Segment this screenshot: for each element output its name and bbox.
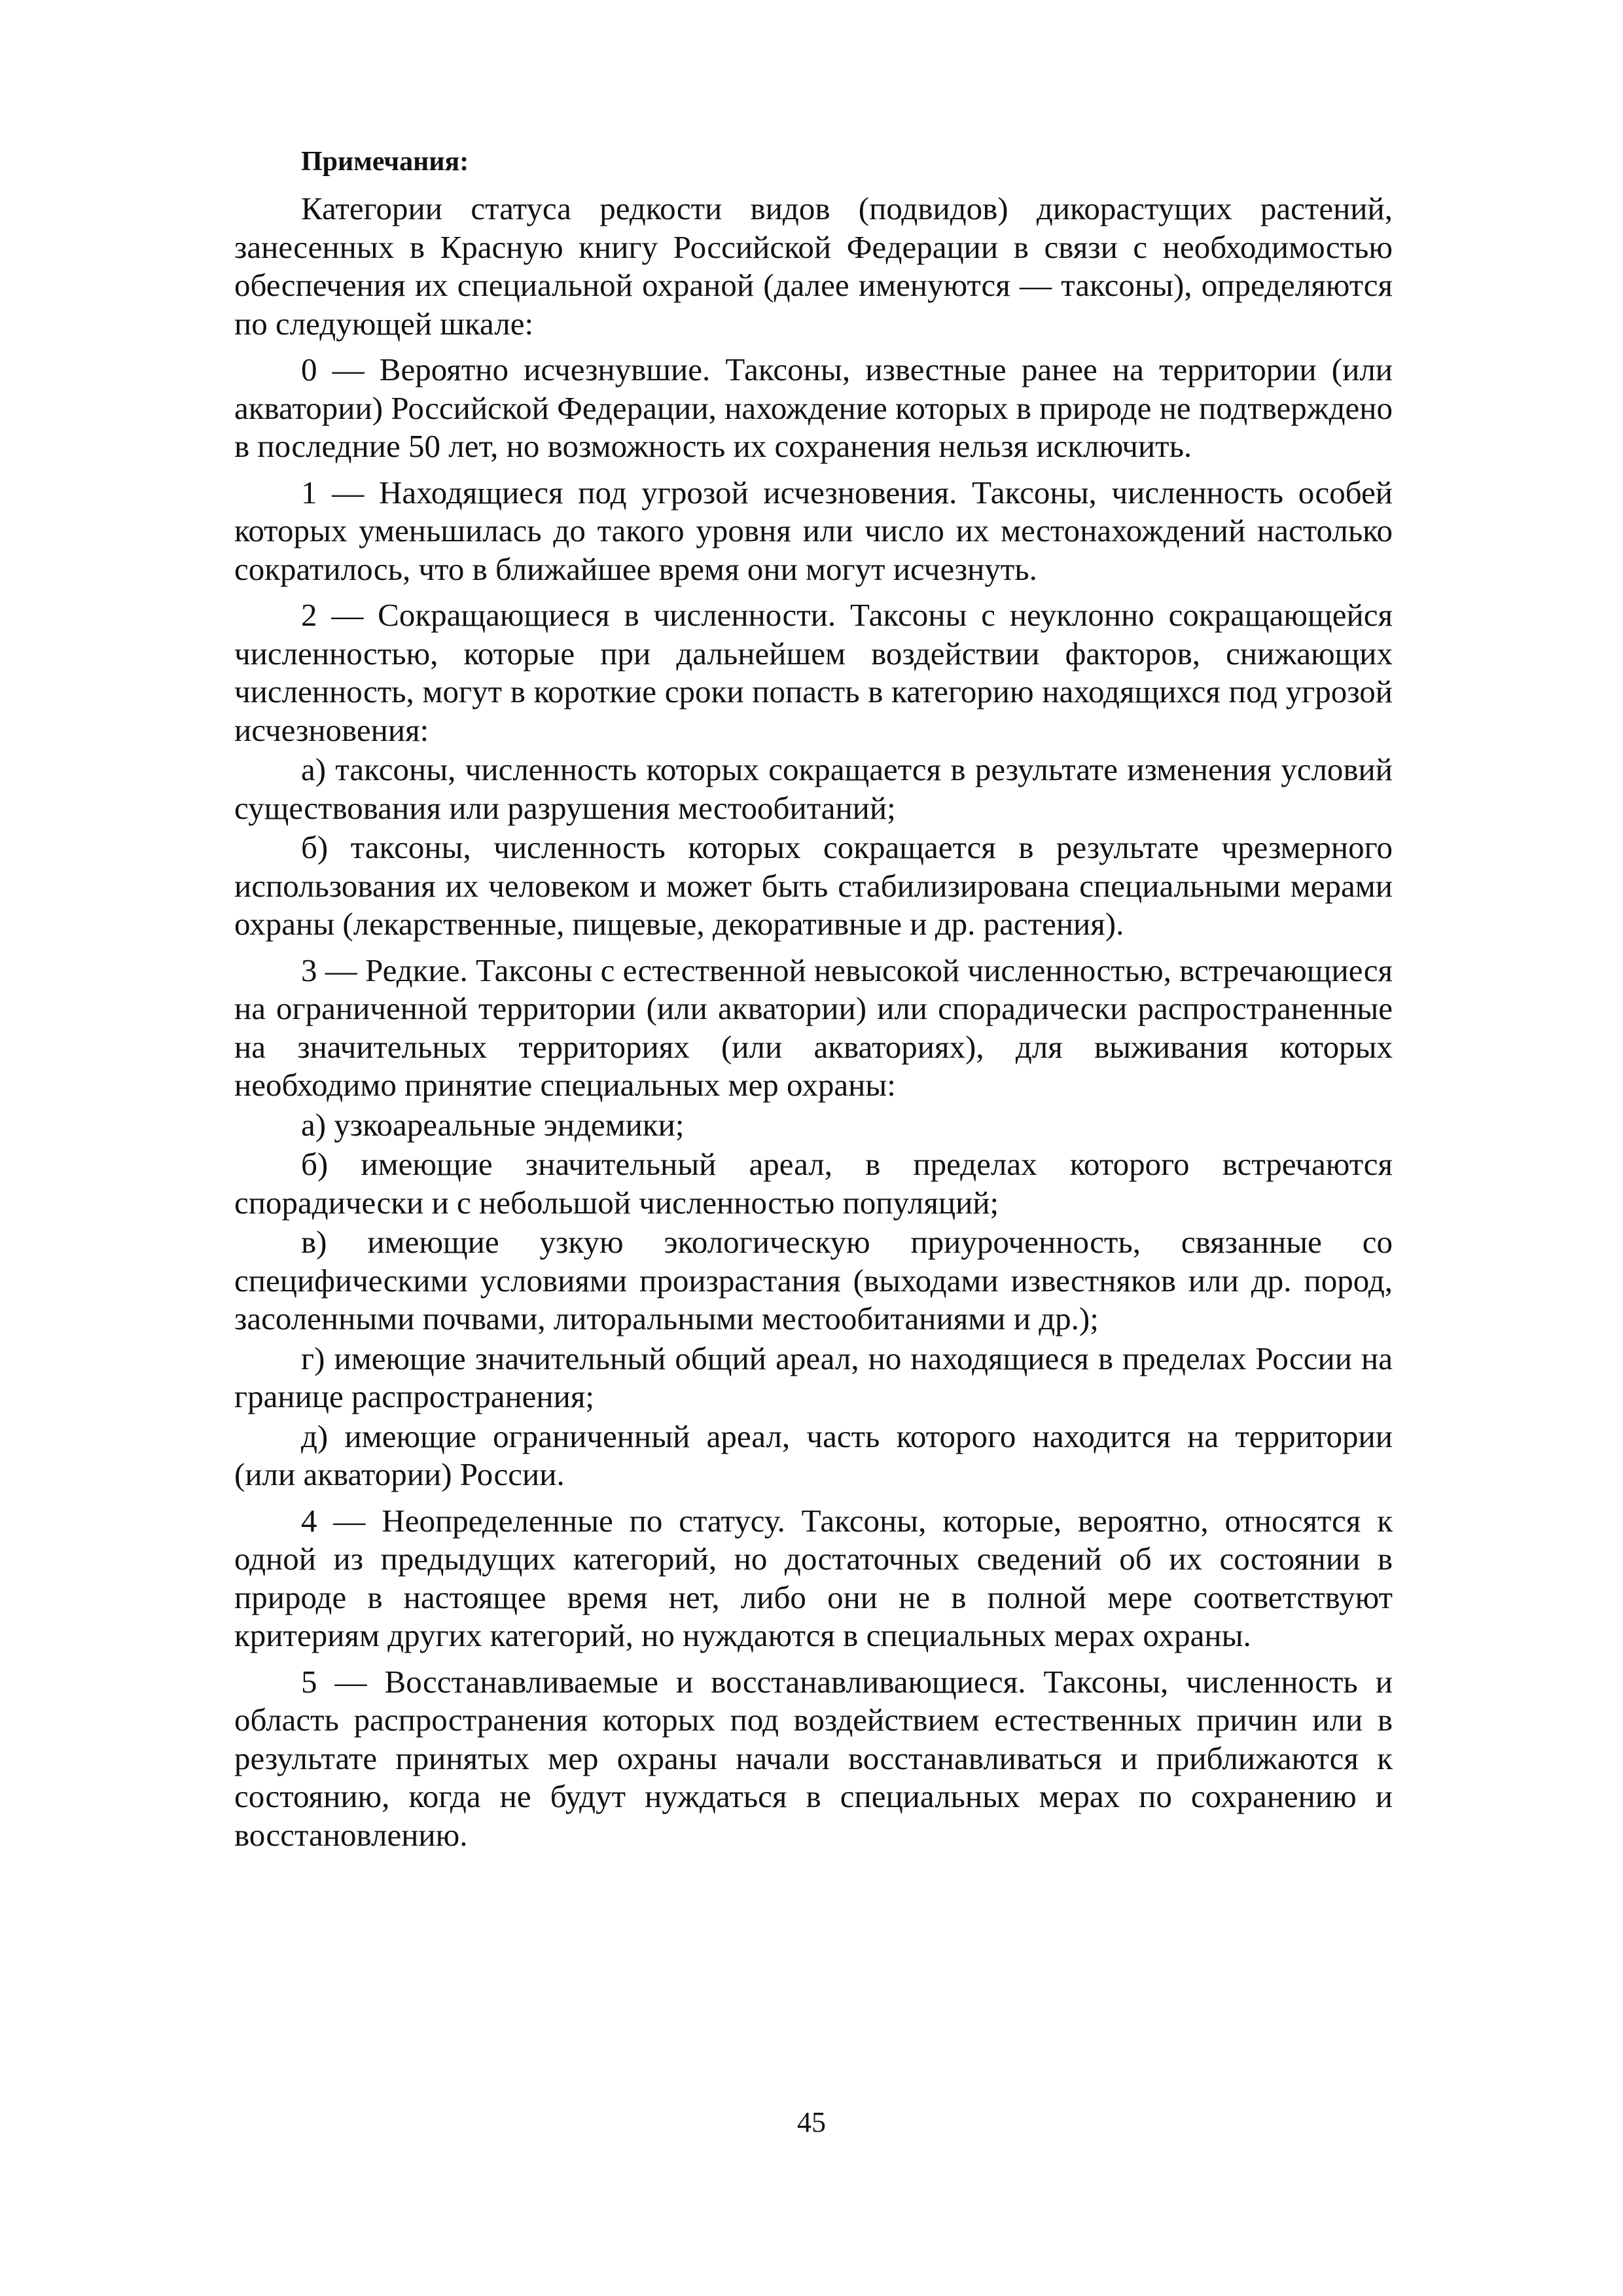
category-2-paragraph: 2 — Сокращающиеся в численности. Таксоны с неуклонно сокращающейся численностью, которые при дальнейшем воздействии факторов, снижающих численность, могут в короткие сроки попасть в категорию находящихся под угрозой исчезновения:	[234, 597, 1393, 748]
category-3-item-a: а) узкоареальные эндемики;	[301, 1106, 685, 1143]
category-3-item-g: г) имеющие значительный общий ареал, но находящиеся в пределах России на границе распространения;	[234, 1340, 1393, 1414]
intro-paragraph: Категории статуса редкости видов (подвидов) дикорастущих растений, занесенных в Красную книгу Российской Федерации в связи с необходимостью обеспечения их специальной охраной (далее именуются — таксоны), определяются по следующей шкале:	[234, 190, 1393, 342]
category-1-paragraph: 1 — Находящиеся под угрозой исчезновения. Таксоны, численность особей которых уменьшилась до такого уровня или число их местонахождений настолько сократилось, что в ближайшее время они могут исчезнуть.	[234, 474, 1393, 587]
category-3-item-d: д) имеющие ограниченный ареал, часть которого находится на территории (или акватории) России.	[234, 1418, 1393, 1492]
category-2-item-b: б) таксоны, численность которых сокращается в результате чрезмерного использования их человеком и может быть стабилизирована специальными мерами охраны (лекарственные, пищевые, декоративные и др. растения).	[234, 829, 1393, 942]
page-number: 45	[797, 2106, 826, 2138]
category-0-paragraph: 0 — Вероятно исчезнувшие. Таксоны, известные ранее на территории (или акватории) Российской Федерации, нахождение которых в природе не подтверждено в последние 50 лет, но возможность их сохранения нельзя исключить.	[234, 351, 1393, 464]
category-2-item-a: а) таксоны, численность которых сокращается в результате изменения условий существования или разрушения местообитаний;	[234, 751, 1393, 826]
category-4-paragraph: 4 — Неопределенные по статусу. Таксоны, которые, вероятно, относятся к одной из предыдущих категорий, но достаточных сведений об их состоянии в природе в настоящее время нет, либо они не в полной мере соответствуют критериям других категорий, но нуждаются в специальных мерах охраны.	[234, 1502, 1393, 1653]
category-3-paragraph: 3 — Редкие. Таксоны с естественной невысокой численностью, встречающиеся на ограниченной территории (или акватории) или спорадически распространенные на значительных территориях (или акваториях), для выживания которых необходимо принятие специальных мер охраны:	[234, 952, 1393, 1103]
page-content	[234, 143, 1393, 1862]
notes-heading: Примечания:	[301, 147, 469, 177]
category-3-item-v: в) имеющие узкую экологическую приуроченность, связанные со специфическими условиями произрастания (выходами известняков или др. пород, засоленными почвами, литоральными местообитаниями и др.);	[234, 1224, 1393, 1336]
category-5-paragraph: 5 — Восстанавливаемые и восстанавливающиеся. Таксоны, численность и область распространения которых под воздействием естественных причин или в результате принятых мер охраны начали восстанавливаться и приближаются к состоянию, когда не будут нуждаться в специальных мерах по сохранению и восстановлению.	[234, 1663, 1393, 1853]
category-3-item-b: б) имеющие значительный ареал, в пределах которого встречаются спорадически и с небольшой численностью популяций;	[234, 1146, 1393, 1221]
